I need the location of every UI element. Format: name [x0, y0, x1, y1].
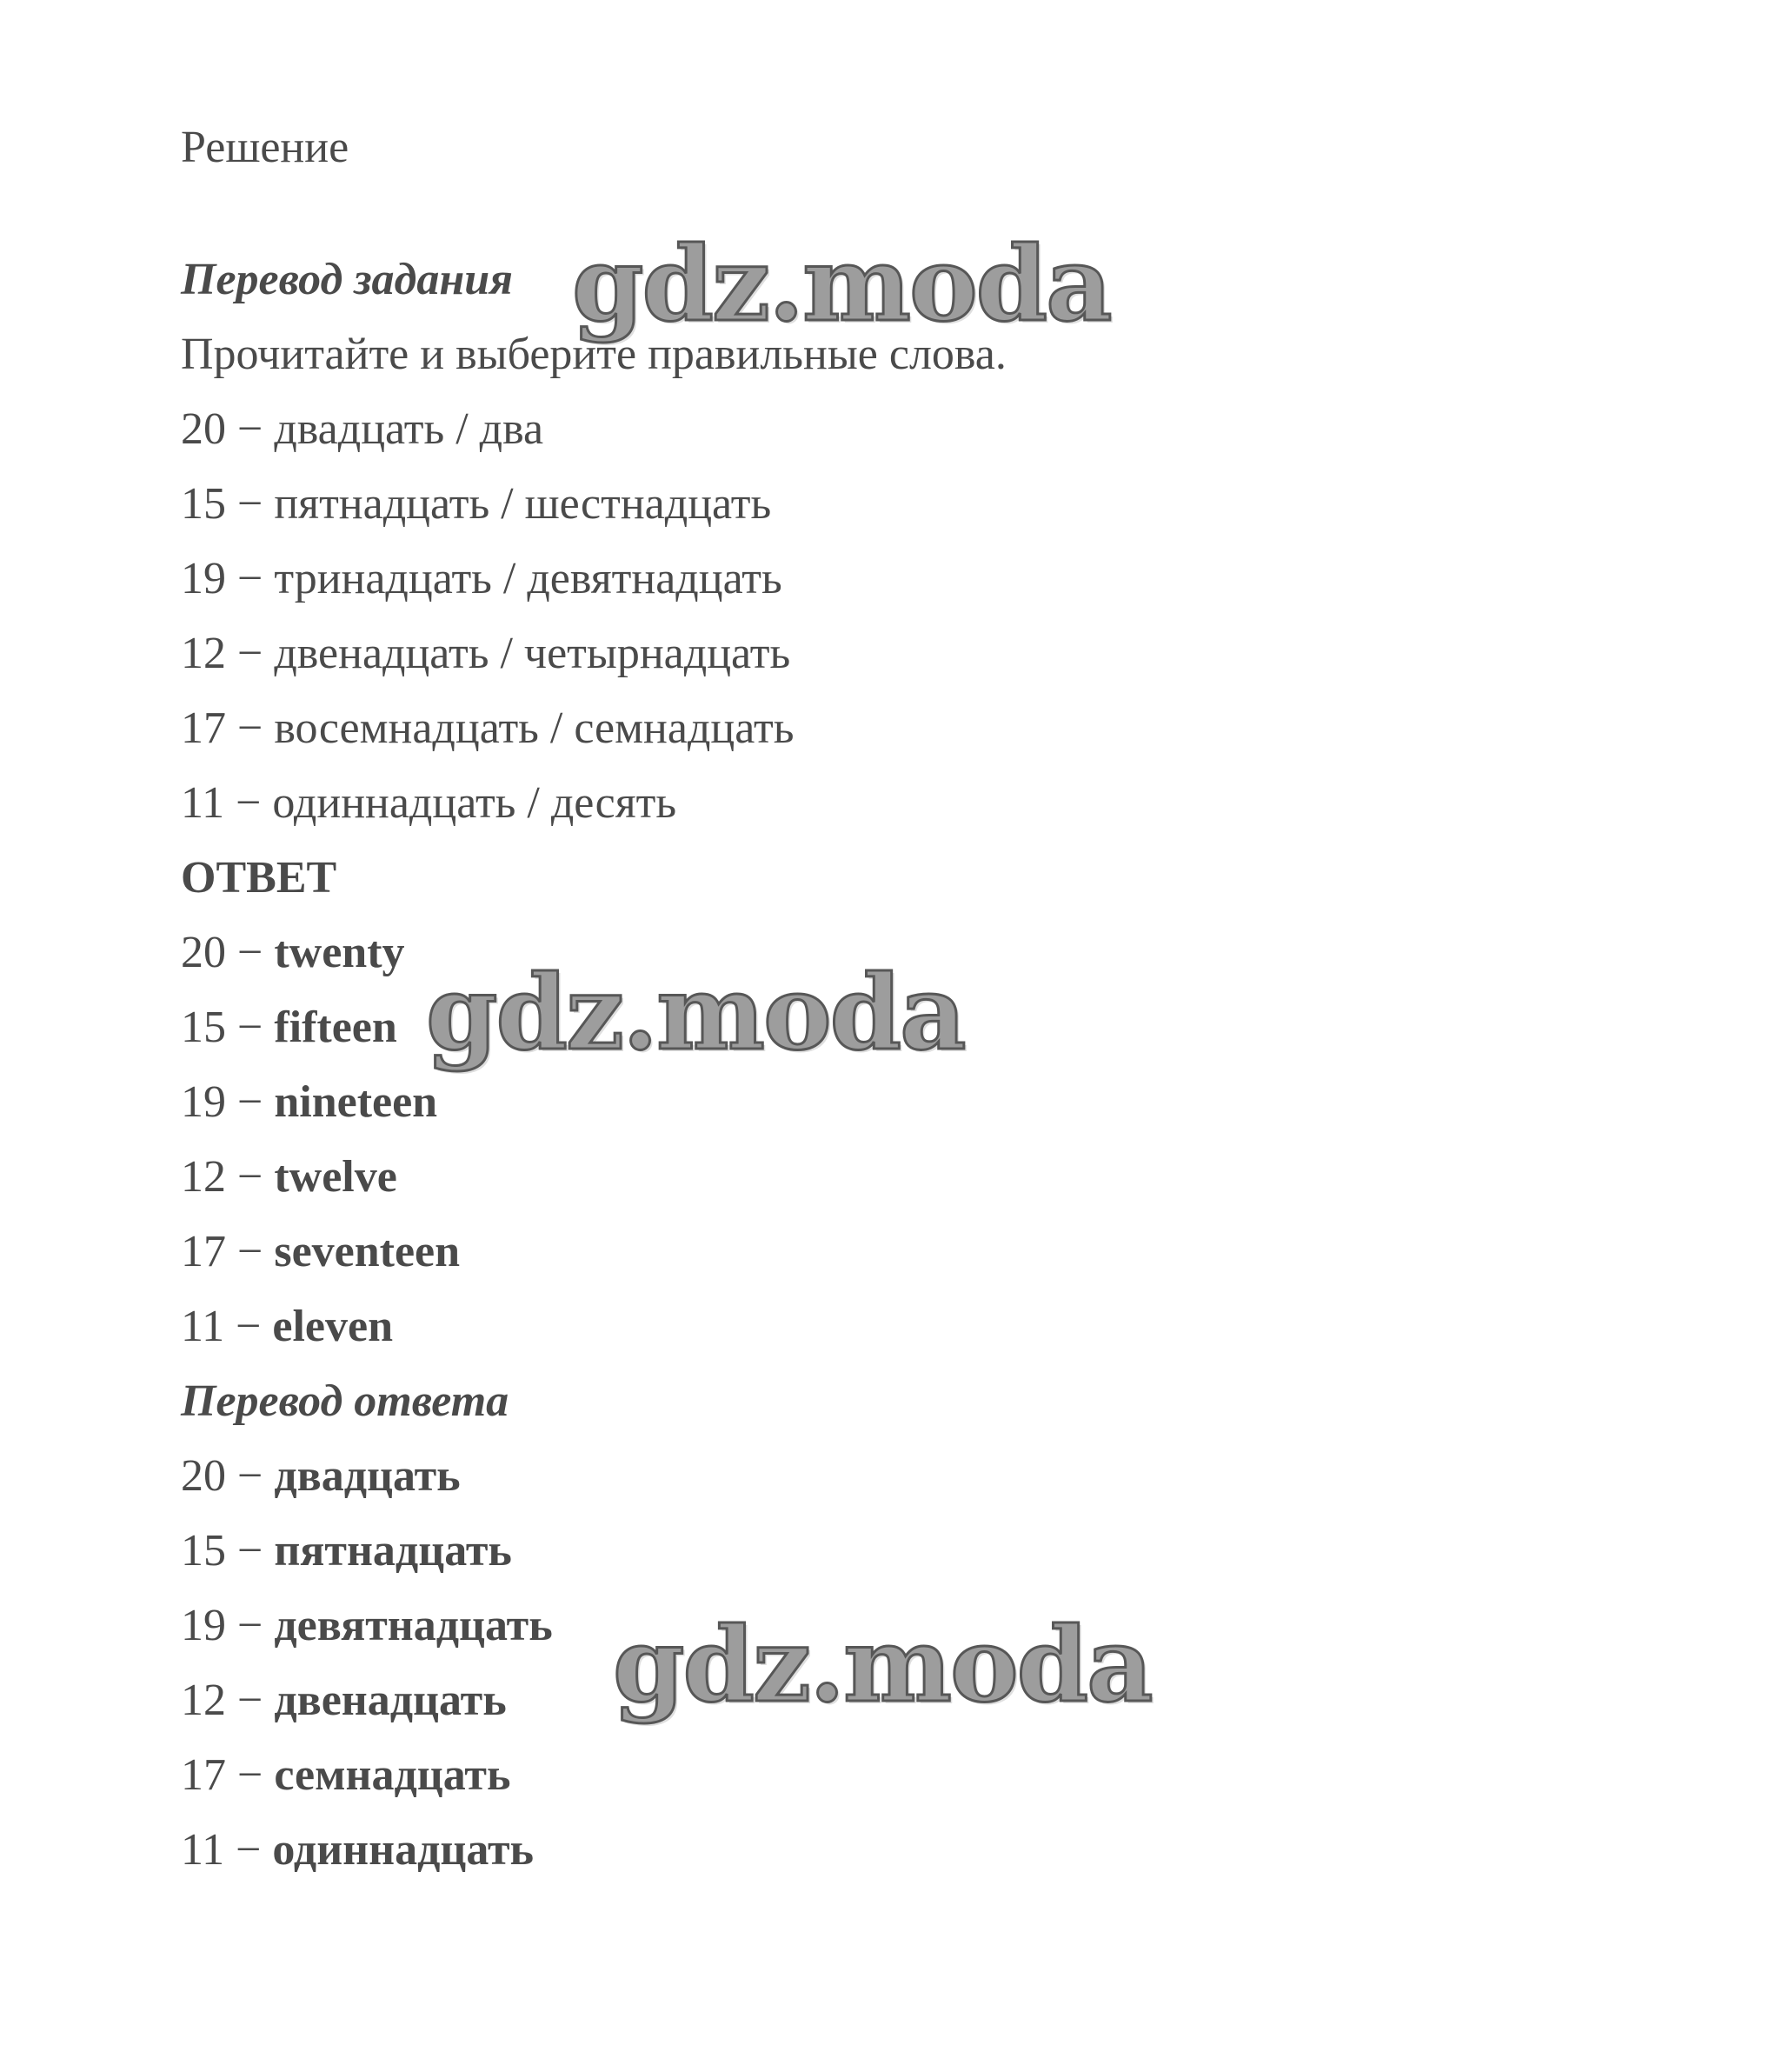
item-text: тринадцать / девятнадцать	[274, 554, 782, 603]
item-dash: −	[237, 1676, 263, 1725]
item-text: nineteen	[274, 1077, 438, 1127]
item-dash: −	[237, 554, 263, 603]
item-dash: −	[237, 1601, 263, 1650]
item-text: twenty	[274, 928, 405, 977]
item-dash: −	[237, 1077, 263, 1127]
task-item	[181, 403, 543, 456]
item-number: 11	[181, 778, 225, 828]
item-text: пятнадцать / шестнадцать	[274, 479, 772, 529]
item-number: 12	[181, 1152, 226, 1202]
item-number: 15	[181, 479, 226, 529]
task-item	[181, 777, 676, 829]
item-dash: −	[237, 479, 263, 529]
task-item	[181, 553, 782, 605]
item-text: двенадцать / четырнадцать	[274, 629, 791, 678]
translation-item	[181, 1675, 507, 1727]
item-dash: −	[237, 1152, 263, 1202]
item-number: 15	[181, 1526, 226, 1576]
answer-heading: ОТВЕТ	[181, 853, 337, 903]
item-text: двадцать / два	[274, 404, 544, 454]
item-dash: −	[236, 1825, 262, 1875]
item-text: eleven	[272, 1302, 394, 1351]
item-dash: −	[236, 1302, 262, 1351]
answer-item	[181, 1301, 393, 1353]
item-dash: −	[237, 1526, 263, 1576]
item-text: двенадцать	[274, 1676, 507, 1725]
item-number: 19	[181, 1601, 226, 1650]
item-text: семнадцать	[274, 1750, 511, 1800]
item-number: 15	[181, 1003, 226, 1052]
item-text: одиннадцать / десять	[272, 778, 677, 828]
translation-item	[181, 1749, 510, 1802]
item-dash: −	[237, 1227, 263, 1276]
item-dash: −	[237, 703, 263, 753]
item-number: 17	[181, 1227, 226, 1276]
item-dash: −	[237, 1750, 263, 1800]
item-number: 20	[181, 928, 226, 977]
item-number: 12	[181, 1676, 226, 1725]
watermark: gdz.moda	[613, 1604, 1152, 1725]
item-number: 17	[181, 703, 226, 753]
answer-item	[181, 1151, 397, 1203]
item-text: twelve	[274, 1152, 397, 1202]
item-number: 12	[181, 629, 226, 678]
task-item	[181, 628, 790, 680]
item-number: 19	[181, 1077, 226, 1127]
answer-item	[181, 1002, 397, 1054]
answer-item	[181, 1226, 460, 1278]
item-text: fifteen	[274, 1003, 397, 1052]
item-number: 11	[181, 1825, 225, 1875]
translation-item	[181, 1525, 512, 1577]
task-item	[181, 478, 771, 530]
item-dash: −	[237, 1451, 263, 1501]
item-text: восемнадцать / семнадцать	[274, 703, 795, 753]
page-title: Решение	[181, 123, 349, 172]
task-item	[181, 703, 794, 755]
item-dash: −	[237, 1003, 263, 1052]
item-text: пятнадцать	[274, 1526, 512, 1576]
translation-heading: Перевод ответа	[181, 1376, 509, 1426]
item-dash: −	[237, 404, 263, 454]
item-dash: −	[236, 778, 262, 828]
item-number: 11	[181, 1302, 225, 1351]
item-dash: −	[237, 629, 263, 678]
translation-item	[181, 1600, 553, 1652]
item-number: 19	[181, 554, 226, 603]
item-text: двадцать	[274, 1451, 461, 1501]
watermark: gdz.moda	[572, 223, 1111, 344]
watermark: gdz.moda	[426, 952, 965, 1073]
item-text: seventeen	[274, 1227, 461, 1276]
answer-item	[181, 1076, 437, 1129]
answer-item	[181, 927, 405, 979]
translation-item	[181, 1824, 534, 1876]
item-number: 20	[181, 404, 226, 454]
item-text: девятнадцать	[274, 1601, 553, 1650]
task-instruction: Прочитайте и выберите правильные слова.	[181, 330, 1007, 379]
item-dash: −	[237, 928, 263, 977]
item-number: 17	[181, 1750, 226, 1800]
translation-item	[181, 1450, 461, 1502]
task-heading: Перевод задания	[181, 255, 513, 304]
item-text: одиннадцать	[272, 1825, 535, 1875]
item-number: 20	[181, 1451, 226, 1501]
